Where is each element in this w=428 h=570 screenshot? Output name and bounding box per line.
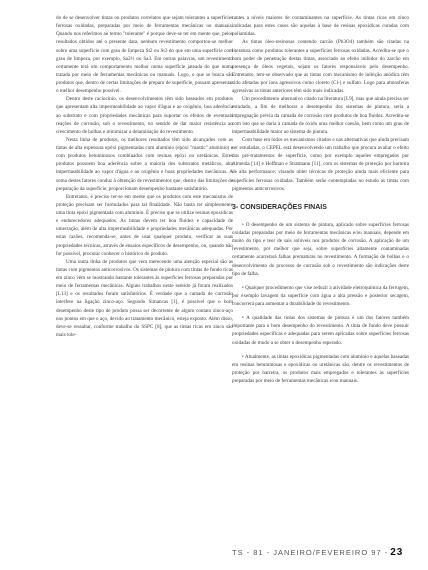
left-column: [56, 14, 233, 339]
bullet-item: • Atualmente, as tintas epoxídicas pigmentadas com alumínio e aquelas baseadas em resinas betuminosas e epoxídicas ou uretânicas são, dentre os revestimentos de proteção por barreira, os produtos mais empregados e tolerantes às superfícies preparadas por meio de ferramentas mecânicas e/ou manuais.: [232, 353, 409, 384]
bullet-item: • A qualidade das tintas dos sistemas de pintura é um dos fatores também importante para o bom desempenho do revestimento. A tinta de fundo deve possuir propriedades específicas e adequadas para serem aplicadas sobre superfícies ferrosas oxidadas de modo a se obter o desempenho esperado.: [232, 315, 409, 346]
paragraph: Com base em todos os mecanismos citados e nas alternativas que ainda precisam ser estudadas, o CEPEL está desenvolvendo um trabalho que procura avaliar o efeito dos pré-tratamentos de superfície, como por exemplo aqueles empregados por Almeida [14] e Hoffman e Stratmann [11], com os sistemas de proteção por barreira de alta performance; visando obter técnicas de proteção ainda mais eficiente para superfícies ferrosas oxidadas. Também serão contempladas no estudo as tintas com pigmentos anticorrosivos.: [232, 136, 409, 192]
paragraph: Nesta linha de produtos, os melhores resultados têm sido alcançados com as tintas de alta espessura epóxi pigmentadas com alumínio (epóxi "mastic" alumínio) e com produtos betuminosos combinados com resinas epóxi ou uretânicas. Estes produtos possuem boa aderência sobre a maioria dos substratos metálicos, alta impermeabilidade ao vapor d'água e ao oxigênio e boas propriedades mecânicas. A soma destes fatores conduz à obtenção de revestimentos que, dentro das limitações de preparação da superfície, proporcionam desempenho bastante satisfatório.: [56, 136, 233, 192]
paragraph: As tintas óleo-resinosas contendo zarcão (Pb3O4) também são citadas na literatura como produtos tolerantes a superfícies ferrosas oxidadas. Acredita-se que o bom poder de penetração destas tintas, associado ao efeito inibidor do zarcão em presença de óleos vegetais, sejam os fatores responsáveis pelo desempenho. Entretanto, tem-se observado que as tintas com mecanismo de inibição anódica têm sido afetadas por íons agressivos como cloreto (Cl-) e sulfato. Logo para atmosferas agressivas as tintas anteriores têm sido mais indicadas.: [232, 39, 409, 95]
paragraph: Entretanto, é preciso ter-se em mente que os produtos com este mecanismo de proteção precisam ser formulados para tal finalidade. Não basta ter simplesmente uma tinta epóxi pigmentada com alumínio. É preciso que se utilize resinas epoxídicas e endurecedores adequados. As tintas devem ter boa fluidez e capacidade de umectação, além de alta impermeabilidade e propriedades mecânicas adequadas. Por estas razões, recomenda-se, antes de usar qualquer produto, verificar as suas propriedades técnicas, através de ensaios específicos de desempenho, ou, quando não for possível, procurar conhecer o histórico do produto.: [56, 193, 233, 257]
paragraph: do de se desenvolver tintas ou produtos correlatos que sejam tolerantes a superfícies ferrosas oxidadas, preparadas por meio de ferramentas mecânicas ou manuais. Quando nos referimos ao termo "tolerante" é porque deve-se ter em mente que, pelos resultados obtidos até o presente data, nenhum revestimento comportou-se melhor sobre uma superfície com grau de limpeza St2 ou St3 do que em uma superfície com grau de limpeza, por exemplo, Sa2½ ou Sa3. Em outras palavras, um revestimento certamente terá um comportamento melhor numa superfície jateada do que numa tratada por meio de ferramentas mecânicas ou manuais. Logo, o que se busca são produtos que, dentro de certas limitações de preparo de superfície, possam apresentar o melhor desempenho possível.: [56, 15, 233, 95]
paragraph: rantes a níveis maiores de contaminantes na superfície. As tintas ricas em zinco indicadas para estes casos são aquelas à base de resinas epoxídicas curadas com poliamidas.: [232, 15, 409, 38]
page-number: 23: [390, 546, 404, 558]
bullet-item: • O desempenho de um sistema de pintura, aplicado sobre superfícies ferrosas oxidadas preparadas por meio de ferramentas mecânicas e/ou manuais, depende em muito do tipo e teor de sais solúveis nos produtos de corrosão. A aplicação de um revestimento, por melhor que seja, sobre superfícies altamente contaminadas certamente acarretará falhas prematuras no revestimento. A formação de bolhas e o desenvolvimento do processo de corrosão sob o revestimento são indicações deste tipo de falha.: [232, 221, 409, 277]
paragraph: Uma outra linha de produtos que vem merecendo uma atenção especial são as tintas com pigmentos anticorrosivos. Os sistemas de pintura com tintas de fundo ricas em zinco vêm se mostrando bastante tolerantes às superfícies ferrosas preparadas por meio de ferramentas mecânicas. Alguns trabalhos neste sentido já foram realizados [L13] e os resultados foram satisfatórios. É verdade que a camada de corrosão interfere na ligação zinco-aço. Segundo Simancas [1], é possível que o bom desempenho deste tipo de produto possa ser decorrente de algum contato zinco-aço nos pontos em que o aço, devido ao tratamento mecânico, esteja exposto. Além disso, deve-se ressaltar, conforme trabalho do SSPC [8], que as tintas ricas em zinco são mais tole-: [56, 258, 233, 338]
paragraph: Dentro deste raciocínio, os desenvolvimentos têm sido baseados em produtos que apresentam alta impermeabilidade ao vapor d'água e ao oxigênio, boa aderência ao substrato e com propriedades mecânicas para suportar os efeitos de eventuais reações de corrosão, sob o revestimento, no sentido de dar maior resistência ao crescimento de bolhas e minimizar a delaminação do revestimento.: [56, 96, 233, 135]
paragraph: Um procedimento alternativo citado na literatura [L9], mas que ainda precisa ser estudado, a fim de melhorar o desempenho dos sistemas de pintura, seria a impregnação prévia da camada de corrosão com produtos de boa fluidez. Acredita-se com isto que se daria à camada de óxido uma melhor coesão, bem como um grau de impermeabilidade maior ao sistema de pintura.: [232, 96, 409, 135]
section-heading: 3- CONSIDERAÇÕES FINAIS: [232, 203, 327, 211]
footer-text: TS - 81 - JANEIRO/FEVEREIRO 97 -: [232, 547, 389, 557]
bullet-item: • Qualquer procedimento que vise reduzir a atividade eletroquímica da ferrugem, por exemplo lavagem da superfície com água a alta pressão e posterior secagem, concorrerá para aumentar a durabilidade do revestimento.: [232, 284, 409, 307]
page-footer: [232, 543, 409, 561]
right-column: [232, 14, 409, 385]
